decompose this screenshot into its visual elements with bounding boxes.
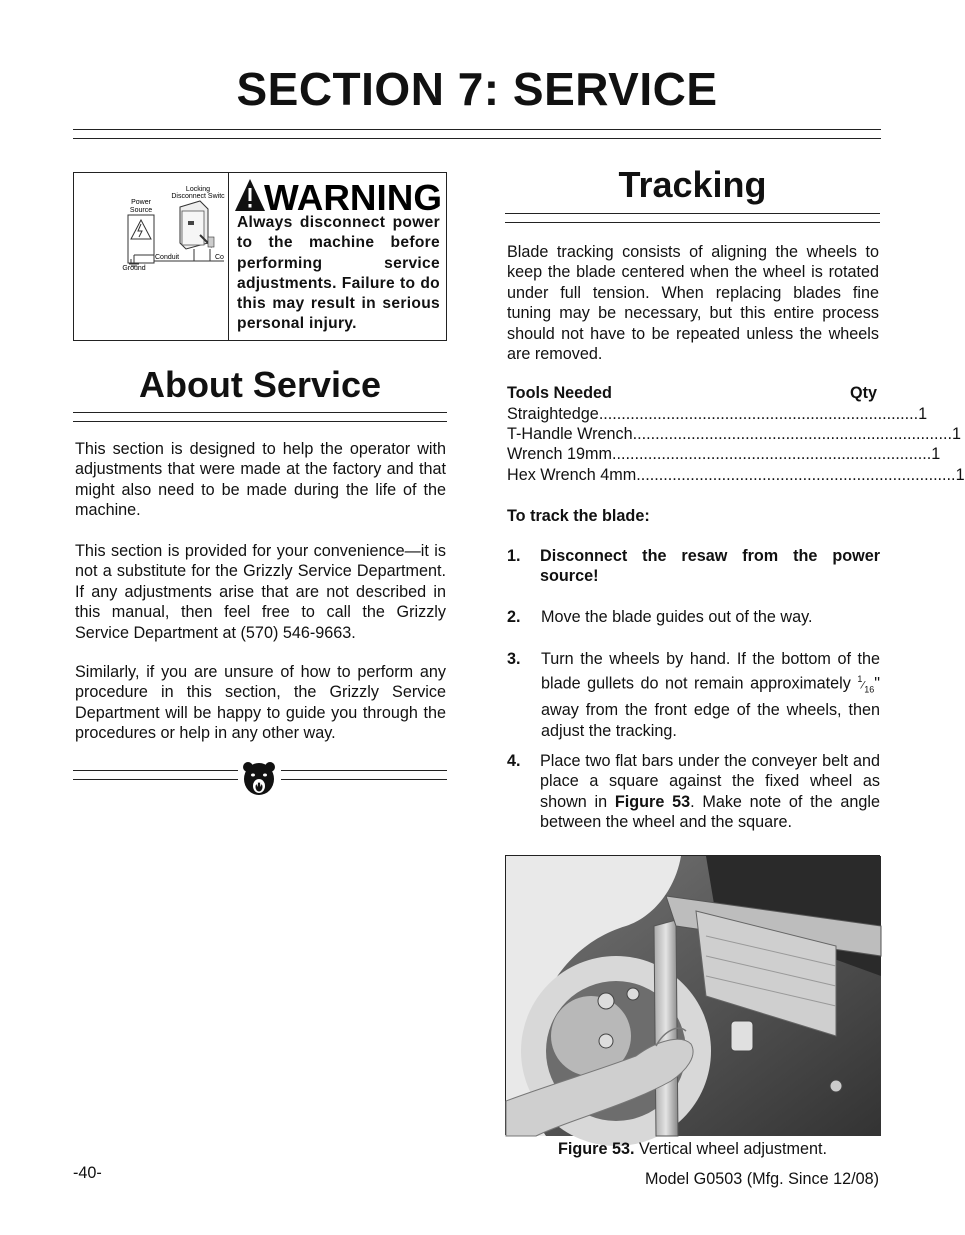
- figure-caption: [505, 1140, 880, 1159]
- step-4: [507, 751, 880, 833]
- figure-53-photo: [505, 855, 880, 1135]
- power-disconnect-illustration: [74, 173, 228, 340]
- step-text: Place two flat bars under the conveyer belt and place a square against the fixed wheel as shown in: [540, 752, 880, 811]
- procedure-title: To track the blade:: [507, 507, 650, 525]
- figure-label: Figure 53.: [557, 1140, 635, 1158]
- fraction-numerator: 1: [857, 674, 863, 685]
- step-number: 1.: [507, 547, 521, 565]
- fraction-denominator: 16: [864, 685, 875, 696]
- tool-qty: 1: [952, 425, 962, 443]
- diagram-label-power-1: Power: [131, 199, 151, 206]
- about-paragraph-3: Similarly, if you are unsure of how to perform any procedure in this section, the Grizzly Service Department will be happy to guide you through the procedures or help in any other way.: [75, 663, 446, 743]
- figure-caption-text: Vertical wheel adjustment.: [634, 1140, 828, 1158]
- bear-divider-left: [73, 770, 238, 780]
- figure-reference: Figure 53: [614, 792, 691, 811]
- qty-label: Qty: [850, 384, 877, 402]
- tool-name: Straightedge: [507, 405, 599, 423]
- warning-text: Always disconnect power to the machine before performing service adjustments. Failure to do this may result in serious personal injury.: [237, 214, 440, 333]
- vertical-wheel-photo: [506, 856, 881, 1136]
- tool-name: Wrench 19mm: [507, 445, 612, 463]
- about-paragraph-2: This section is provided for your convenience—it is not a substitute for the Grizzly Service Department. If any adjustments arise that are not described in this manual, then feel free to call the Grizzly Service Department at (570) 546-9663.: [75, 542, 446, 642]
- about-paragraph-1: This section is designed to help the operator with adjustments that were made at the factory and that might also need to be made during the life of the machine.: [75, 440, 446, 520]
- bear-logo-icon: [240, 760, 278, 800]
- tool-qty: 1: [955, 466, 965, 484]
- step-number: 4.: [507, 752, 521, 770]
- step-number: 2.: [507, 608, 521, 626]
- tool-row: T-Handle Wrench ....................................................................... 1: [507, 425, 962, 443]
- about-rule: [73, 412, 447, 422]
- step-text: Turn the wheels by hand. If the bottom of the blade gullets do not remain approximately: [541, 650, 880, 693]
- model-footer: Model G0503 (Mfg. Since 12/08): [645, 1170, 879, 1188]
- step-number: 3.: [507, 650, 521, 668]
- tracking-intro: Blade tracking consists of aligning the wheels to keep the blade centered when the wheel is rotated under full tension. When replacing blades fine tuning may be necessary, but this entire process should not have to be repeated unless the wheels are removed.: [507, 243, 879, 364]
- tool-row: Wrench 19mm ....................................................................... 1: [507, 445, 941, 463]
- tools-header-row: [507, 384, 877, 404]
- page-title: SECTION 7: SERVICE: [236, 63, 718, 115]
- warning-heading-text: WARNING: [264, 177, 442, 218]
- step-text: Move the blade guides out of the way.: [541, 608, 813, 626]
- tools-needed-label: Tools Needed: [507, 384, 612, 402]
- step-text-after: . Make note of the angle between the wheel and the square.: [540, 792, 880, 832]
- tool-row: Straightedge ....................................................................... 1: [507, 405, 928, 423]
- step-1: [507, 546, 880, 587]
- warning-box: [73, 172, 447, 341]
- tracking-rule: [505, 213, 880, 223]
- tracking-heading: Tracking: [618, 164, 767, 205]
- tool-qty: 1: [931, 445, 941, 463]
- warning-heading: [234, 176, 444, 218]
- diagram-label-locking-1: Locking: [185, 186, 211, 193]
- diagram-label-power-2: Source: [129, 207, 153, 214]
- diagram-label-locking-2: Disconnect Switc: [171, 193, 225, 200]
- step-text-after: " away from the front edge of the wheels, then adjust the tracking.: [541, 674, 880, 740]
- step-3: 3. Turn the wheels by hand. If the bottom of the blade gullets do not remain approximately $^1⁄_{16}$" away from the front edge of the wheels, then adjust the tracking.: [507, 650, 880, 740]
- tool-name: T-Handle Wrench: [507, 425, 633, 443]
- tool-name: Hex Wrench 4mm: [507, 466, 637, 484]
- diagram-label-ground: Ground: [122, 265, 146, 272]
- step-text: Disconnect the resaw from the power source!: [540, 547, 880, 586]
- diagram-label-co: Co: [215, 254, 224, 261]
- tool-qty: 1: [918, 405, 928, 423]
- about-heading: About Service: [138, 364, 382, 405]
- disconnect-diagram: [74, 173, 229, 340]
- page-number: -40-: [73, 1164, 102, 1182]
- step-2: [507, 607, 880, 627]
- tool-row: Hex Wrench 4mm ....................................................................... 1: [507, 466, 965, 484]
- diagram-label-conduit: Conduit: [155, 254, 180, 261]
- bear-divider-right: [281, 770, 447, 780]
- title-rule: [73, 129, 881, 139]
